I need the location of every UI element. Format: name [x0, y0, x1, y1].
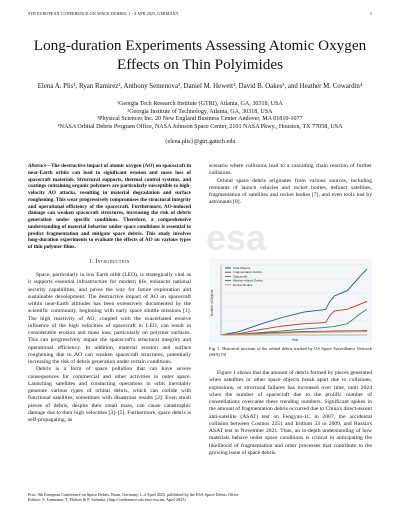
chart-xlabel: Year: [291, 338, 299, 342]
running-header: [28, 11, 372, 19]
esa-watermark-logo: [196, 198, 276, 278]
right-paragraph-figure-discussion: [209, 370, 372, 457]
figure-discussion-text: Figure 1 shows that the amount of debris formed by pieces generated when satellites or other space objects break apart due to collisions, explosions, or structural failures has increased over time, until 2024 when the number of spacecraft due to the prolific number of constellations overcame these trending numbers. Significant spikes in the amount of fragmentation debris occurred due to China's direct-ascent anti-satellite (ASAT) test on Fengyun-1C in 2007, the accidental collision between Cosmos 2251 and Iridium 33 in 2009, and Russia's ASAT test in November 2021. Thus, an in-depth understanding of how materials behave under space conditions is critical in anticipating the likelihood of fragmentation and other processes that contribute to the growing issue of space debris.: [209, 370, 373, 456]
legend-label: Mission-related Debris: [233, 278, 263, 283]
svg-text:esa: esa: [205, 217, 267, 258]
legend-label: Spacecraft: [233, 274, 248, 279]
left-column: [28, 163, 191, 424]
legend-label: Fragmentation Debris: [233, 270, 262, 275]
author-list: Elena A. Plis¹, Ryan Ramirez², Anthony Semenova³, Daniel M. Hewett³, David B. Oakes³, and Heather M. Cowardin⁴: [37, 83, 363, 90]
affiliation-2: ²Georgia Institute of Technology, Atlanta, GA, 30318, USA: [127, 108, 273, 115]
section-heading-introduction: I. Introduction: [89, 258, 130, 265]
intro-paragraph-1: Space, particularly in low Earth orbit (LEO), is strategically vital as it supports essential infrastructure for modern life, enhances national security capabilities, and paves the way for future exploration and sustainable development. The destructive impact of AO on spacecraft within near-Earth altitudes has been extensively documented by the scientific community, beginning with early space shuttle missions [1]. The high reactivity of AO, coupled with the exacerbated erosive influence of the high velocities of spacecraft in LEO, can result in considerable erosion and mass loss, particularly on polymer surfaces. This can progressively impair the spacecraft's structural integrity and operational efficiency. In addition, material erosion and surface roughening due to AO can weaken spacecraft structures, potentially increasing the risk of debris generation under certain conditions.: [28, 272, 191, 365]
abstract: [28, 163, 191, 251]
right-paragraph-sources: Orbital space debris originates from various sources, including remnants of launch vehicles and rocket bodies, defunct satellites, fragmentation of satellites and rocket bodies [7], and even tools lost by astronauts [8].: [209, 177, 372, 206]
proceedings-footer: [28, 492, 372, 502]
footer-line-1: Proc. 9th European Conference on Space Debris, Bonn, Germany, 1–4 April 2025, published by the ESA Space Debris Office: [28, 492, 239, 497]
contact-email[interactable]: {elena.plis}@gtri.gatech.edu: [164, 139, 236, 145]
footer-line-2: Editors: S. Lemmens, T. Flohrer & F. Schmitz, (http://conference.sdo.esoc.esa.int, April 2025): [28, 497, 186, 503]
header-conference: 9TH EUROPEAN CONFERENCE ON SPACE DEBRIS, 1 - 4 APR 2025, GERMANY: [28, 11, 179, 16]
chart-ylabel: Number of Objects: [210, 289, 214, 317]
affiliation-4: ⁴NASA Orbital Debris Program Office, NASA Johnson Space Center, 2101 NASA Pkwy., Houston, TX 77058, USA: [57, 123, 343, 130]
abstract-label: Abstract: [28, 163, 46, 169]
affiliation-3: ³Physical Sciences Inc. 20 New England Business Center Andover, MA 01810-1077: [97, 116, 303, 122]
legend-label: Total Objects: [233, 266, 251, 270]
affiliation-1: ¹Georgia Tech Research Institute (GTRI), Atlanta, GA, 30318, USA: [117, 101, 283, 107]
right-paragraph-continued: scenario where collisions lead to a cascading chain reaction of further collisions.: [209, 163, 372, 177]
intro-paragraph-2: Debris is a form of space pollution that can have severe consequences for commercial and other activities in outer space. Launching satellites and conducting operations in orbit inevitably generate various types of orbital debris, which can collide with functional satellites, sometimes with disastrous results [2]. Even small pieces of debris, despite their small mass, can cause catastrophic damage due to their high velocities [3]–[5]. Furthermore, space debris is self-propagating, as: [28, 366, 191, 423]
paper-title: Long-duration Experiments Assessing Atomic Oxygen Effects on Thin Polyimides: [33, 37, 367, 73]
legend-label: Rocket Bodies: [233, 282, 253, 287]
page-number: 1: [369, 11, 372, 16]
abstract-text: —The destructive impact of atomic oxygen (AO) on spacecraft in near-Earth orbits can lead to significant erosion and mass loss of spacecraft materials. Structural supports, thermal control systems, and coatings containing organic polymers are particularly susceptible to high-velocity AO attacks, resulting in material degradation and surface roughening. This wear progressively compromises the structural integrity and operational efficiency of the spacecraft. Furthermore, AO-induced damage can weaken spacecraft structures, increasing the risk of debris generation under specific conditions. Therefore, a comprehensive understanding of material behavior under space conditions is essential to predict fragmentation and mitigate space debris. This study involves long-duration experiments to evaluate the effects of AO on various types of thin polymer films.: [28, 163, 191, 250]
figure-caption: Fig. 1. Historical increase of the orbital debris tracked by US Space Surveillance Network (SSN) [9]: [209, 346, 372, 357]
